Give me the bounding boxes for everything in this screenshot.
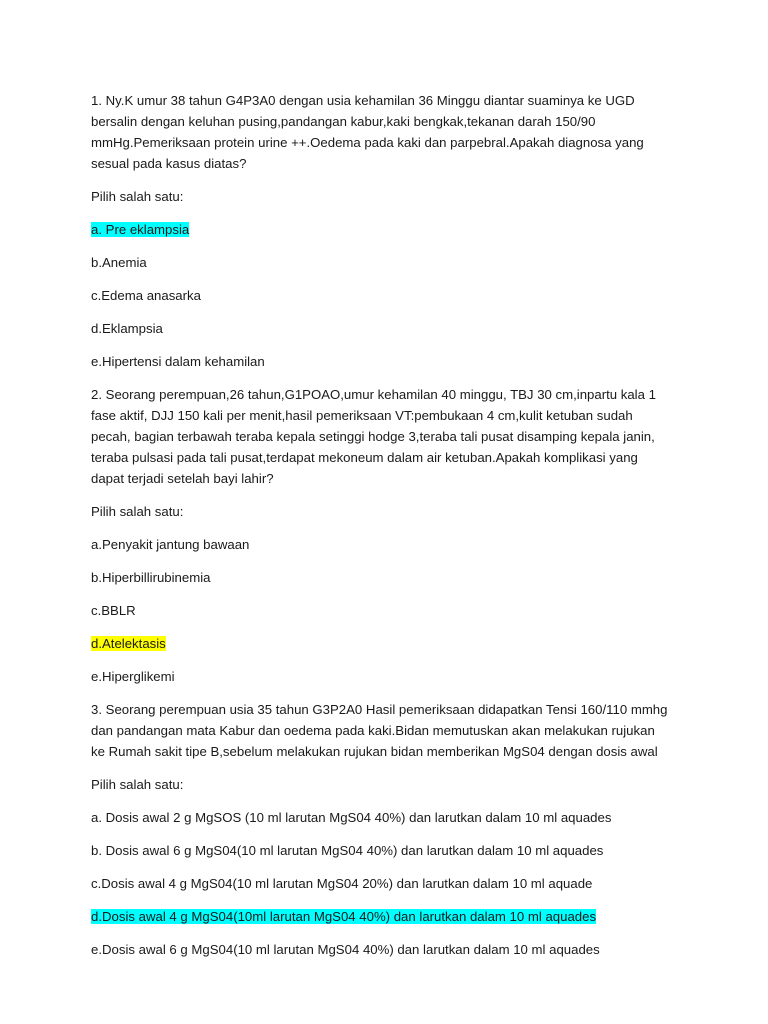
question-3 (91, 699, 668, 960)
option-a: a.Penyakit jantung bawaan (91, 537, 250, 552)
option-c: c.Dosis awal 4 g MgS04(10 ml larutan MgS04 20%) dan larutkan dalam 10 ml aquade (91, 876, 593, 891)
option-a-highlighted: a. Pre eklampsia (91, 222, 190, 237)
option-a: a. Dosis awal 2 g MgSOS (10 ml larutan MgS04 40%) dan larutkan dalam 10 ml aquades (91, 810, 612, 825)
option-e: e.Dosis awal 6 g MgS04(10 ml larutan MgS04 40%) dan larutkan dalam 10 ml aquades (91, 942, 600, 957)
answer-option (91, 873, 668, 894)
option-e: e.Hiperglikemi (91, 669, 175, 684)
answer-option (91, 252, 668, 273)
answer-option (91, 285, 668, 306)
choose-one-prompt (91, 774, 668, 795)
question-1 (91, 90, 668, 372)
option-d-highlighted: d.Dosis awal 4 g MgS04(10ml larutan MgS04 40%) dan larutkan dalam 10 ml aquades (91, 909, 597, 924)
question-text: 1. Ny.K umur 38 tahun G4P3A0 dengan usia kehamilan 36 Minggu diantar suaminya ke UGD bersalin dengan keluhan pusing,pandangan kabur,kaki bengkak,tekanan darah 150/90 mmHg.Pemeriksaan protein urine ++.Oedema pada kaki dan parpebral.Apakah diagnosa yang sesual pada kasus diatas? (91, 93, 644, 171)
question-2 (91, 384, 668, 687)
prompt-text: Pilih salah satu: (91, 189, 184, 204)
option-b: b.Hiperbillirubinemia (91, 570, 211, 585)
prompt-text: Pilih salah satu: (91, 504, 184, 519)
answer-option (91, 567, 668, 588)
answer-option (91, 219, 668, 240)
option-d: d.Eklampsia (91, 321, 163, 336)
choose-one-prompt (91, 501, 668, 522)
answer-option (91, 906, 668, 927)
question-text: 2. Seorang perempuan,26 tahun,G1POAO,umur kehamilan 40 minggu, TBJ 30 cm,inpartu kala 1 fase aktif, DJJ 150 kali per menit,hasil pemeriksaan VT:pembukaan 4 cm,kulit ketuban sudah pecah, bagian terbawah teraba kepala setinggi hodge 3,teraba tali pusat disamping kepala janin, teraba pulsasi pada tali pusat,terdapat mekoneum dalam air ketuban.Apakah komplikasi yang dapat terjadi setelah bayi lahir? (91, 387, 656, 486)
question-text: 3. Seorang perempuan usia 35 tahun G3P2A0 Hasil pemeriksaan didapatkan Tensi 160/110 mmhg dan pandangan mata Kabur dan oedema pada kaki.Bidan memutuskan akan melakukan rujukan ke Rumah sakit tipe B,sebelum melakukan rujukan bidan memberikan MgS04 dengan dosis awal (91, 702, 668, 759)
answer-option (91, 600, 668, 621)
option-b: b. Dosis awal 6 g MgS04(10 ml larutan MgS04 40%) dan larutkan dalam 10 ml aquades (91, 843, 604, 858)
option-c: c.Edema anasarka (91, 288, 201, 303)
answer-option (91, 807, 668, 828)
choose-one-prompt (91, 186, 668, 207)
answer-option (91, 318, 668, 339)
option-c: c.BBLR (91, 603, 136, 618)
answer-option (91, 840, 668, 861)
answer-option (91, 939, 668, 960)
option-e: e.Hipertensi dalam kehamilan (91, 354, 265, 369)
option-b: b.Anemia (91, 255, 147, 270)
answer-option (91, 666, 668, 687)
prompt-text: Pilih salah satu: (91, 777, 184, 792)
answer-option (91, 534, 668, 555)
answer-option (91, 633, 668, 654)
option-d-highlighted: d.Atelektasis (91, 636, 166, 651)
answer-option (91, 351, 668, 372)
